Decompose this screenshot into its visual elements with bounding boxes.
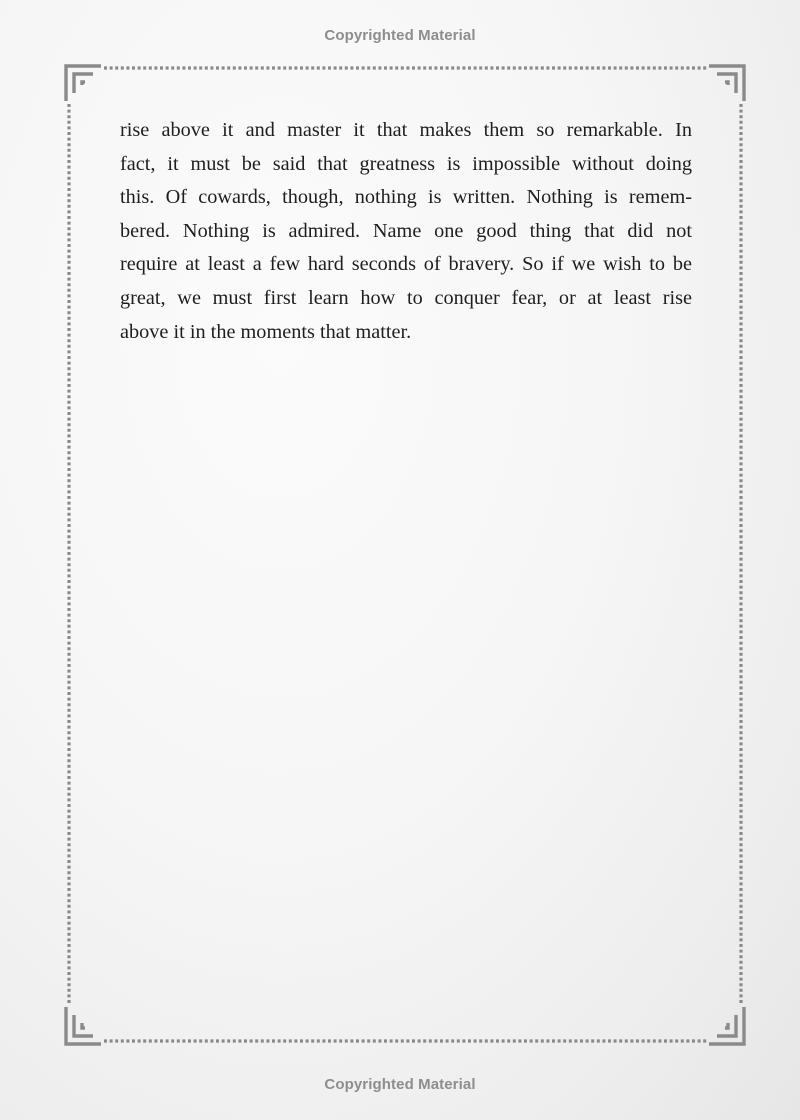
copyright-watermark-top: Copyrighted Material <box>324 27 476 44</box>
text-line: great, we must first learn how to conquer fear, or at least rise <box>120 286 692 309</box>
corner-ornament-top-left <box>66 66 101 101</box>
text-line: bered. Nothing is admired. Name one good thing that did not <box>120 219 692 242</box>
corner-ornament-bottom-left <box>66 1007 101 1044</box>
corner-ornament-bottom-right <box>709 1007 744 1044</box>
text-line: this. Of cowards, though, nothing is written. Nothing is remem- <box>120 186 692 209</box>
text-line: above it in the moments that matter. <box>120 320 412 343</box>
text-line: fact, it must be said that greatness is impossible without doing <box>120 152 692 175</box>
body-paragraph <box>120 114 692 349</box>
corner-ornament-top-right <box>709 66 744 101</box>
text-line: require at least a few hard seconds of bravery. So if we wish to be <box>120 253 692 276</box>
copyright-watermark-bottom: Copyrighted Material <box>324 1076 476 1093</box>
text-line: rise above it and master it that makes them so remarkable. In <box>120 119 692 141</box>
